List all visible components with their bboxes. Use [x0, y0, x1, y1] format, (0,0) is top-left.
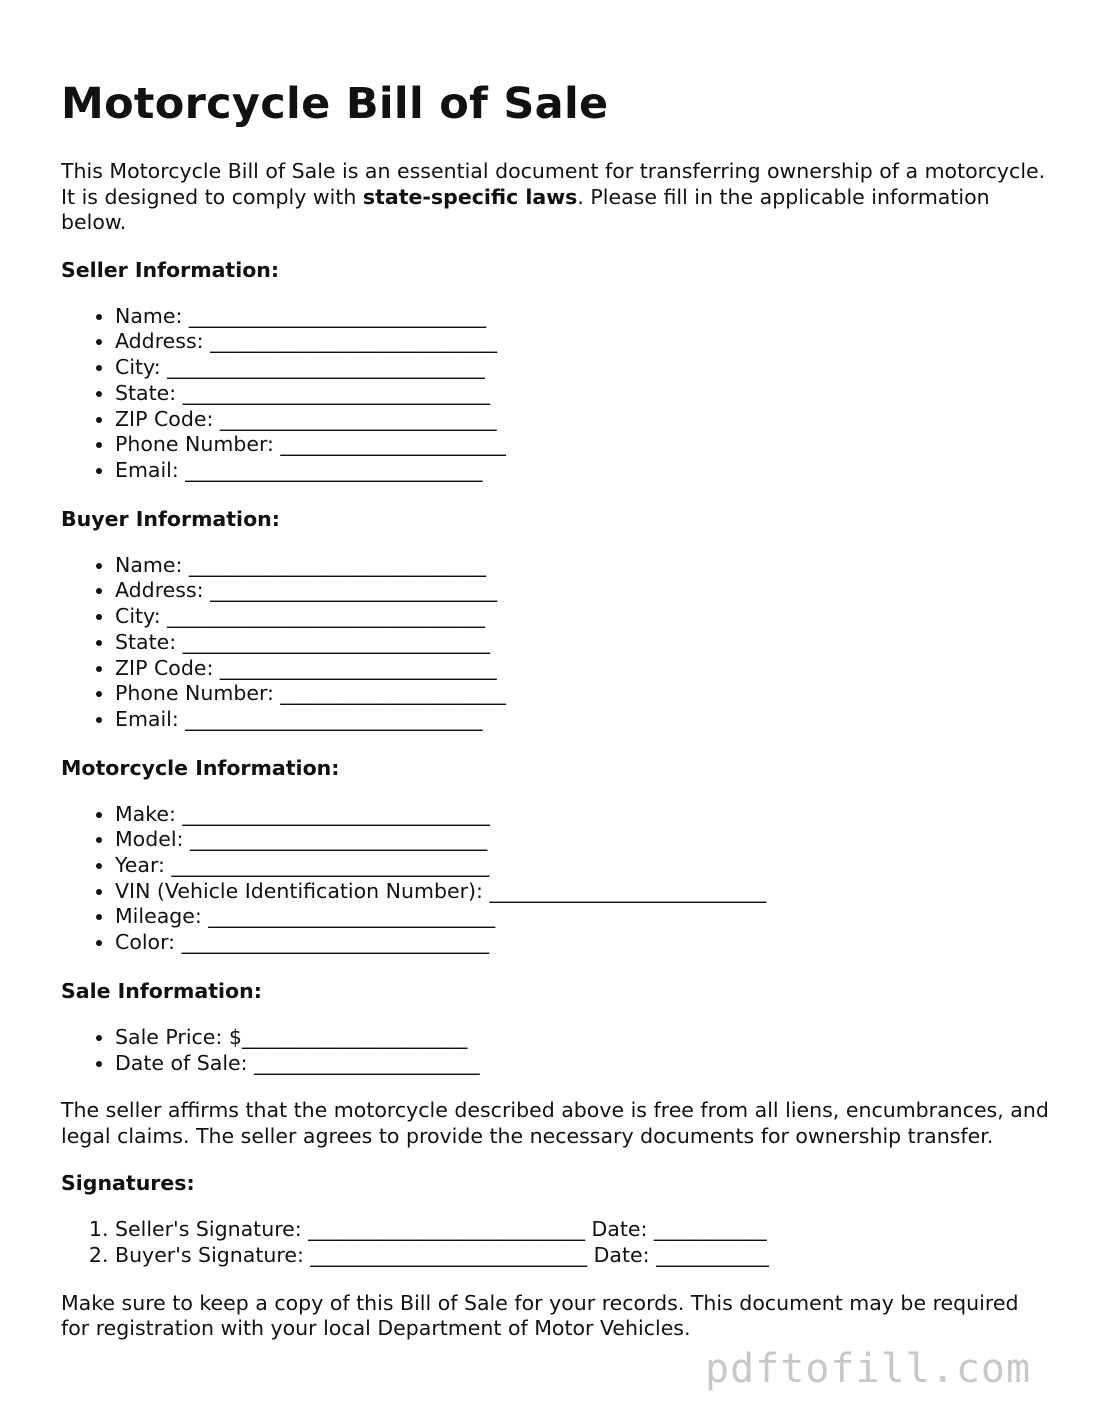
seller-signature-field[interactable]: 1. Seller's Signature: ___________________________ Date: ___________: [115, 1217, 1051, 1243]
buyer-heading: Buyer Information:: [61, 506, 280, 531]
document-page: [61, 78, 1051, 1363]
intro-text-start: This Motorcycle Bill of Sale is an essential document for transferring ownership of a motorcycle. It is designed to comply with: [61, 159, 1046, 209]
seller-zip-field[interactable]: • ZIP Code: ___________________________: [115, 407, 1051, 433]
buyer-zip-field[interactable]: • ZIP Code: ___________________________: [115, 656, 1051, 682]
document-title: Motorcycle Bill of Sale: [61, 79, 609, 129]
seller-phone-field[interactable]: • Phone Number: ______________________: [115, 432, 1051, 458]
intro-bold-text: state-specific laws: [362, 184, 578, 209]
closing-paragraph: Make sure to keep a copy of this Bill of Sale for your records. This document may be required for registration with your local Department of Motor Vehicles.: [61, 1290, 1019, 1341]
motorcycle-heading: Motorcycle Information:: [61, 755, 340, 780]
seller-city-field[interactable]: • City: _______________________________: [115, 355, 1051, 381]
buyer-city-field[interactable]: • City: _______________________________: [115, 604, 1051, 630]
motorcycle-year-field[interactable]: • Year: _______________________________: [115, 853, 1051, 879]
intro-paragraph: [61, 159, 1051, 236]
motorcycle-mileage-field[interactable]: • Mileage: ____________________________: [115, 904, 1051, 930]
sale-price-field[interactable]: • Sale Price: $______________________: [115, 1025, 1051, 1051]
watermark-logo: pdftofill.com: [705, 1346, 1032, 1392]
motorcycle-list: [61, 802, 1051, 956]
seller-name-field[interactable]: • Name: _____________________________: [115, 304, 1051, 330]
seller-list: [61, 304, 1051, 484]
seller-heading: Seller Information:: [61, 257, 280, 282]
signatures-list: [61, 1217, 1051, 1268]
sale-heading: Sale Information:: [61, 978, 262, 1003]
signatures-heading: Signatures:: [61, 1171, 195, 1196]
buyer-signature-field[interactable]: 2. Buyer's Signature: ___________________________ Date: ___________: [115, 1243, 1051, 1269]
affirmation-paragraph: The seller affirms that the motorcycle described above is free from all liens, encumbrances, and legal claims. The seller agrees to provide the necessary documents for ownership transfer.: [61, 1098, 1049, 1148]
motorcycle-model-field[interactable]: • Model: _____________________________: [115, 827, 1051, 853]
seller-email-field[interactable]: • Email: _____________________________: [115, 458, 1051, 484]
buyer-email-field[interactable]: • Email: _____________________________: [115, 707, 1051, 733]
buyer-state-field[interactable]: • State: ______________________________: [115, 630, 1051, 656]
buyer-list: [61, 553, 1051, 733]
sale-list: [61, 1025, 1051, 1076]
intro-text-end: . Please fill in the applicable information below.: [61, 184, 990, 235]
sale-date-field[interactable]: • Date of Sale: ______________________: [115, 1051, 1051, 1077]
seller-address-field[interactable]: • Address: ____________________________: [115, 329, 1051, 355]
seller-state-field[interactable]: • State: ______________________________: [115, 381, 1051, 407]
buyer-phone-field[interactable]: • Phone Number: ______________________: [115, 681, 1051, 707]
motorcycle-make-field[interactable]: • Make: ______________________________: [115, 802, 1051, 828]
buyer-name-field[interactable]: • Name: _____________________________: [115, 553, 1051, 579]
buyer-address-field[interactable]: • Address: ____________________________: [115, 578, 1051, 604]
motorcycle-color-field[interactable]: • Color: ______________________________: [115, 930, 1051, 956]
motorcycle-vin-field[interactable]: • VIN (Vehicle Identification Number): ___________________________: [115, 879, 1051, 905]
